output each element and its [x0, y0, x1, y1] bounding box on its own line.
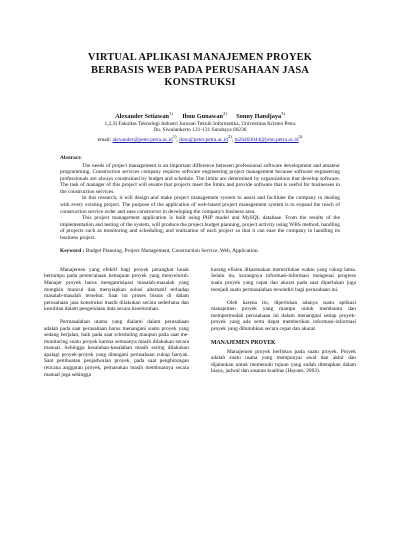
- paper-title: [44, 52, 356, 90]
- keywords-label: Keyword :: [60, 248, 85, 255]
- email-link-3[interactable]: m26403044@john.petra.ac.id: [234, 136, 299, 143]
- keywords-text: Budget Planning, Project Management, Construction Service, Web, Application.: [84, 248, 259, 255]
- email-sep-2: ,: [231, 136, 235, 143]
- abstract-label: Abstract:: [60, 155, 82, 162]
- email-sup-1: 1): [172, 133, 177, 139]
- email-link-1[interactable]: alexander@peter.petra.ac.id: [112, 136, 173, 143]
- right-column: [211, 267, 356, 385]
- author-3-sup: 3): [281, 110, 285, 116]
- left-column: [44, 267, 189, 385]
- affiliation-line-2: Jln. Siwalankerto 121-131 Surabaya 60236: [153, 127, 247, 134]
- abstract-paragraph-1: The needs of project management is an important difference between professional software development and amateur programming. Construction services company requires software engineering project management because software engineering professionals are always constrained by budget and schedule. The limits are determined by organizations that develop software. The task of manager of this project will ensure that projects meet the limits and provide software that is useful for businesses in the construction services.: [60, 162, 340, 195]
- title-line-1: VIRTUAL APLIKASI MANAJEMEN PROYEK: [87, 52, 313, 63]
- abstract-paragraph-3: This project management application is built using PHP model and MySQL database. From the results of the implementation and testing of the system, will produce the project budget planning, project activity using WBS method, handling of projects such as monitoring and scheduling, and realization of each project so that it can ease the company in handling its business project.: [60, 215, 340, 241]
- right-paragraph-2: Oleh karena itu, diperlukan adanya suatu aplikasi manajemen proyek yang mampu untuk membantu dan mempermudah perusahaan ini dalam menangani setiap proyek-proyek yang ada serta dapat memberikan informasi-informasi proyek yang dibutuhkan secara cepat dan akurat.: [211, 299, 356, 332]
- author-3: Sonny Handjaya: [236, 112, 282, 120]
- email-sup-3: 3): [298, 133, 303, 139]
- affiliation-line-1: 1,2,3) Fakultas Teknologi Industri Jurusan Teknik Informatika, Universitas Kristen Petra: [104, 120, 296, 127]
- email-link-2[interactable]: ibnu@peter.petra.ac.id: [179, 136, 228, 143]
- abstract-section: [60, 155, 340, 241]
- affiliation: [44, 121, 356, 134]
- author-1: Alexander Setiawan: [115, 112, 169, 120]
- email-prefix: email:: [97, 136, 113, 143]
- left-paragraph-2: Permasalahan utama yang dialami dalam perusahaan adalah pada saat perusahaan harus menangani suatu proyek yang sedang berjalan, baik pada saat scheduling maupun pada saat me-monitoring suatu proyek karena semuanya masih dilakukan secara manual. Sehingga kesalahan-kesalahan masih sering dilakukan apalagi proyek-proyek yang ditangani perusahaan cukup banyak. Saat pembuatan penjadwalan proyek, pada saat penghitungan rencana anggaran proyek, pemasukan masih membuatnya secara manual juga sehingga: [44, 319, 189, 378]
- author-2: Ibnu Gunawan: [182, 112, 223, 120]
- email-line: [44, 134, 356, 143]
- author-1-sup: 1): [169, 110, 173, 116]
- author-2-sup: 2): [222, 110, 227, 116]
- abstract-paragraph-2: In this research, it will design and make project management system to assist and facilitate the company in dealing with every existing project. The purpose of the application of web-based project management system is to expand the reach of construction service order and ease constructor in developing the company's business area.: [60, 195, 340, 215]
- email-sep-1: ,: [176, 136, 180, 143]
- email-sup-2: 2): [227, 133, 232, 139]
- section-heading: MANAJEMEN PROYEK: [211, 340, 276, 347]
- author-list: [44, 110, 356, 121]
- title-line-3: KONSTRUKSI: [164, 77, 236, 88]
- title-line-2: BERBASIS WEB PADA PERUSAHAAN JASA: [90, 64, 310, 76]
- keywords-line: [60, 248, 340, 255]
- right-paragraph-3: Manajemen proyek berfokus pada suatu proyek. Proyek adalah suatu usaha yang mempunyai awal dan akhir dan dijalankan untuk memenuhi tujuan yang sudah ditetapkan dalam biaya, jadwal dan sasaran kualitas (Haynes, 2003).: [211, 348, 356, 375]
- left-paragraph-1: Manajemen yang efektif bagi proyek perangkat lunak bertumpu pada perencanaan kemajuan proyek yang menyeluruh. Manajer proyek harus mengantisipasi masalah-masalah yang mungkin muncul dan menyiapkan solusi alternatif terhadap masalah-masalah tersebut. Saat ini proses bisnis di dalam perusahaan jasa konstruksi masih dilakukan secara sederhana dan kesulitan dalam pengelolaan data secara keseluruhan.: [44, 266, 189, 313]
- right-paragraph-1: kurang efisien dikarenakan memerlukan waktu yang cukup lama. Selain itu, kurangnya informasi-informasi mengenai progress suatu proyek yang cepat dan akurat pada saat diperlukan juga menjadi suatu permasalahan tersendiri bagi perusahaan ini.: [211, 266, 356, 293]
- body-columns: [44, 267, 356, 385]
